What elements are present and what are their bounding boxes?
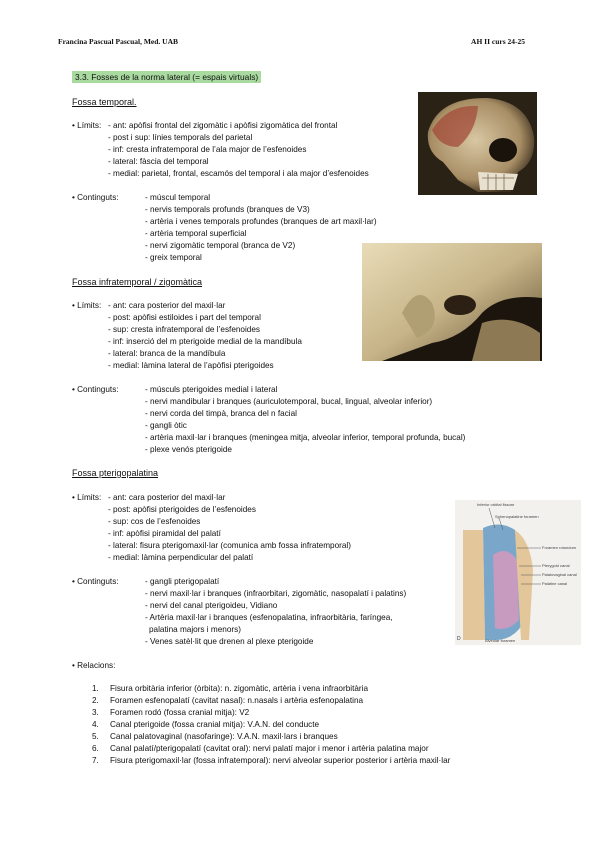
diagram-label-sphenopalatine-foramen: Sphenopalatine foramen	[495, 514, 539, 519]
infratemporal-limit: - lateral: branca de la mandíbula	[108, 349, 226, 358]
infratemporal-content: - gangli òtic	[145, 421, 187, 430]
temporal-content: - artèria temporal superficial	[145, 229, 247, 238]
relation-number: 3.	[92, 708, 99, 717]
temporal-content: - nervis temporals profunds (branques de V3)	[145, 205, 310, 214]
infratemporal-image	[362, 243, 542, 361]
temporal-content: - greix temporal	[145, 253, 202, 262]
infratemporal-contents-label: • Continguts:	[72, 385, 119, 394]
relation-text: Canal pterigoide (fossa cranial mitja): V.A.N. del conducte	[110, 720, 320, 729]
relation-text: Canal palatí/pterigopalatí (cavitat oral): nervi palatí major i menor i artèria palatina major	[110, 744, 429, 753]
pterygopalatine-content: - Venes satèl·lit que drenen al plexe pterigoide	[145, 637, 314, 646]
pterygopalatine-content: - gangli pterigopalatí	[145, 577, 220, 586]
infratemporal-content: - artèria maxil·lar i branques (meningea mitja, alveolar inferior, temporal profunda, bucal)	[145, 433, 466, 442]
pterygopalatine-content: - nervi maxil·lar i branques (infraorbitari, zigomàtic, nasopalatí i palatins)	[145, 589, 407, 598]
relation-number: 6.	[92, 744, 99, 753]
temporal-contents-label: • Continguts:	[72, 193, 119, 202]
temporal-limit: - post i sup: línies temporals del parietal	[108, 133, 253, 142]
infratemporal-content: - plexe venós pterigoide	[145, 445, 232, 454]
temporal-limits-label: • Límits:	[72, 121, 102, 130]
pterygopalatine-limit: - post: apòfisi pterigoides de l’esfenoides	[108, 505, 256, 514]
relation-text: Canal palatovaginal (nasofaringe): V.A.N. maxil·lars i branques	[110, 732, 338, 741]
diagram-label-palatine-canal: Palatine canal	[542, 581, 568, 586]
skull-lateral-photo	[418, 92, 537, 195]
infratemporal-limit: - inf: inserció del m pterigoide medial de la mandíbula	[108, 337, 302, 346]
diagram-panel-letter: D	[457, 636, 461, 642]
temporal-title: Fossa temporal.	[72, 97, 137, 107]
temporal-limit: - ant: apòfisi frontal del zigomàtic i apòfisi zigomàtica del frontal	[108, 121, 338, 130]
pterygopalatine-limit: - ant: cara posterior del maxil·lar	[108, 493, 226, 502]
infratemporal-title: Fossa infratemporal / zigomàtica	[72, 277, 203, 287]
relation-number: 1.	[92, 684, 99, 693]
pterygopalatine-limit: - lateral: fisura pterigomaxil·lar (comunica amb fossa infratemporal)	[108, 541, 351, 550]
infratemporal-limits-label: • Límits:	[72, 301, 102, 310]
pterygopalatine-title: Fossa pterigopalatina	[72, 468, 159, 478]
relation-number: 7.	[92, 756, 99, 765]
infratemporal-content: - nervi mandibular i branques (auriculotemporal, bucal, lingual, alveolar inferior)	[145, 397, 433, 406]
pterygopalatine-contents-label: • Continguts:	[72, 577, 119, 586]
diagram-label-alveolar-foramen: Alveolar foramen	[485, 638, 516, 643]
temporal-limit: - medial: parietal, frontal, escamós del temporal i ala major d’esfenoides	[108, 169, 369, 178]
pterygopalatine-content: - Artèria maxil·lar i branques (esfenopalatina, infraorbitària, faríngea,	[145, 613, 393, 622]
infratemporal-limit: - sup: cresta infratemporal de l’esfenoides	[108, 325, 261, 334]
header-author: Francina Pascual Pascual, Med. UAB	[58, 37, 178, 46]
infratemporal-content: - músculs pterigoides medial i lateral	[145, 385, 278, 394]
temporal-limit: - lateral: fàscia del temporal	[108, 157, 209, 166]
relation-text: Fisura pterigomaxil·lar (fossa infratemporal): nervi alveolar superior posterior i artèria maxil·lar	[110, 756, 451, 765]
relation-number: 4.	[92, 720, 99, 729]
temporal-content: - múscul temporal	[145, 193, 211, 202]
infratemporal-limit: - ant: cara posterior del maxil·lar	[108, 301, 226, 310]
pterygopalatine-limit: - sup: cos de l’esfenoides	[108, 517, 201, 526]
relation-number: 2.	[92, 696, 99, 705]
pterygopalatine-content: palatina majors i menors)	[149, 625, 241, 634]
pterygopalatine-limits-label: • Límits:	[72, 493, 102, 502]
diagram-label-foramen-rotundum: Foramen rotundum	[542, 545, 577, 550]
skull-lateral-image	[418, 92, 537, 195]
pterygopalatine-limit: - medial: làmina perpendicular del palatí	[108, 553, 254, 562]
section-title: 3.3. Fosses de la norma lateral (= espais virtuals)	[72, 71, 261, 83]
temporal-content: - artèria i venes temporals profundes (branques de art maxil·lar)	[145, 217, 377, 226]
diagram-label-pterygoid-canal: Pterygoid canal	[542, 563, 570, 568]
temporal-content: - nervi zigomàtic temporal (branca de V2)	[145, 241, 296, 250]
header-course: AH II curs 24-25	[471, 37, 525, 46]
infratemporal-fossa-photo	[362, 243, 542, 361]
infratemporal-limit: - post: apòfisi estiloides i part del temporal	[108, 313, 261, 322]
pterygopalatine-diagram	[455, 500, 581, 645]
relation-text: Fisura orbitària inferior (òrbita): n. zigomàtic, artèria i vena infraorbitària	[110, 684, 369, 693]
diagram-label-inferior-orbital-fissure: Inferior orbital fissure	[477, 502, 515, 507]
diagram-label-palatovaginal-canal: Palatovaginal canal	[542, 572, 577, 577]
relations-label: • Relacions:	[72, 661, 116, 670]
infratemporal-limit: - medial: làmina lateral de l’apòfisi pterigoides	[108, 361, 274, 370]
temporal-limit: - inf: cresta infratemporal de l’ala major de l’esfenoides	[108, 145, 307, 154]
relation-number: 5.	[92, 732, 99, 741]
pterygopalatine-content: - nervi del canal pterigoideu, Vidiano	[145, 601, 278, 610]
pterygopalatine-limit: - inf: apòfisi piramidal del palatí	[108, 529, 221, 538]
relation-text: Foramen esfenopalatí (cavitat nasal): n.nasals i artèria esfenopalatina	[110, 696, 364, 705]
relation-text: Foramen rodó (fossa cranial mitja): V2	[110, 708, 250, 717]
infratemporal-content: - nervi corda del timpà, branca del n facial	[145, 409, 298, 418]
